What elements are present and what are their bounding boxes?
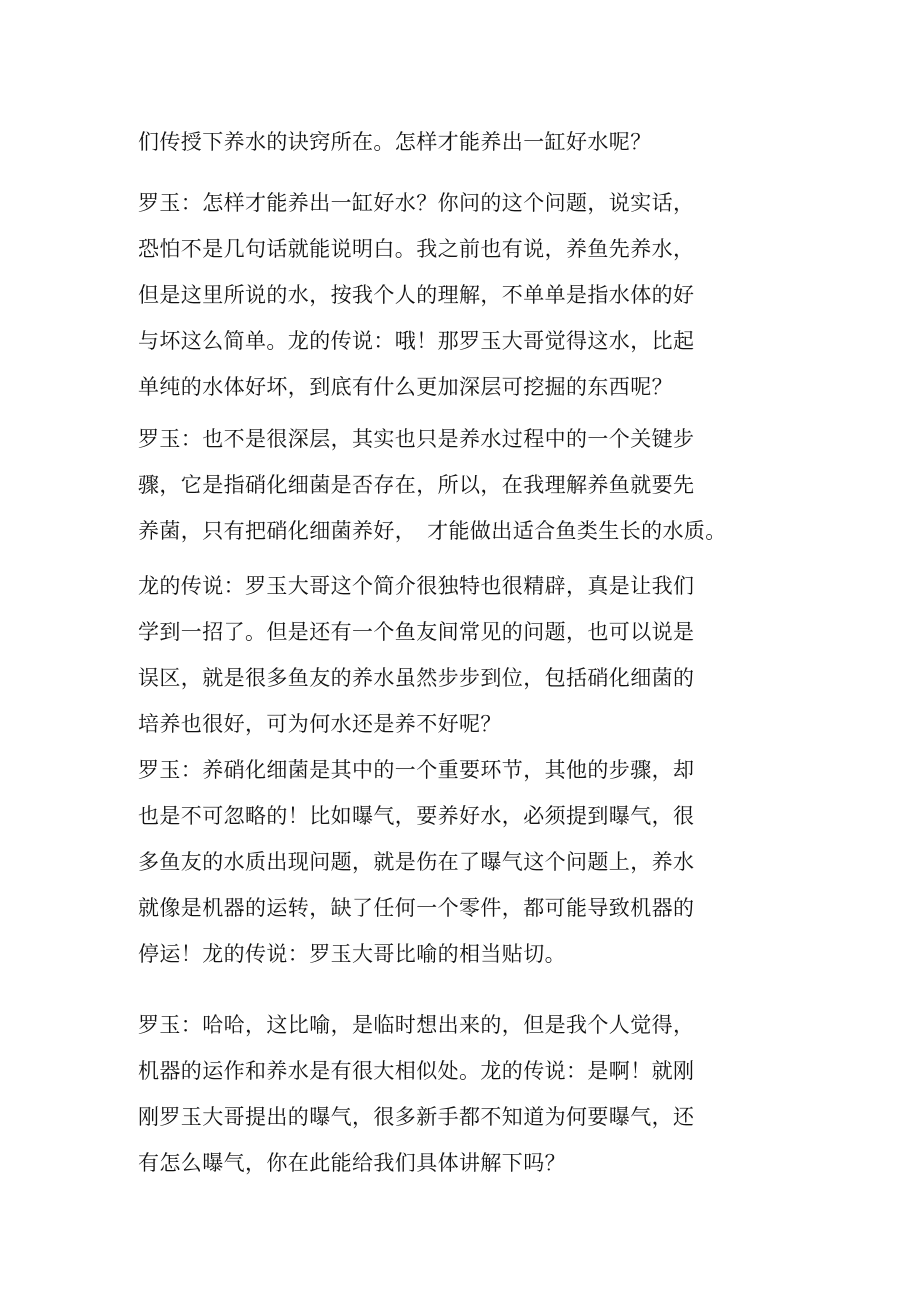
text-line: 学到一招了。但是还有一个鱼友间常见的问题，也可以说是 (138, 620, 695, 644)
text-line: 但是这里所说的水，按我个人的理解，不单单是指水体的好 (138, 283, 695, 307)
text-line: 养菌，只有把硝化细菌养好， 才能做出适合鱼类生长的水质。 (138, 519, 727, 543)
text-line: 停运！龙的传说：罗玉大哥比喻的相当贴切。 (138, 942, 566, 966)
text-line: 罗玉：哈哈，这比喻，是临时想出来的，但是我个人觉得， (138, 1013, 695, 1037)
text-line: 恐怕不是几句话就能说明白。我之前也有说，养鱼先养水， (138, 237, 695, 261)
paragraph-2 (138, 180, 778, 410)
text-line: 与坏这么简单。龙的传说：哦！那罗玉大哥觉得这水，比起 (138, 329, 695, 353)
text-line: 刚罗玉大哥提出的曝气，很多新手都不知道为何要曝气，还 (138, 1105, 695, 1129)
text-line: 培养也很好，可为何水还是养不好呢？ (138, 712, 502, 736)
paragraph-3 (138, 416, 778, 554)
paragraph-1 (138, 119, 778, 165)
paragraph-6 (138, 1002, 778, 1186)
text-line: 就像是机器的运转，缺了任何一个零件，都可能导致机器的 (138, 896, 695, 920)
text-line: 们传授下养水的诀窍所在。怎样才能养出一缸好水呢？ (138, 130, 652, 154)
text-line: 误区，就是很多鱼友的养水虽然步步到位，包括硝化细菌的 (138, 666, 695, 690)
text-line: 罗玉：也不是很深层，其实也只是养水过程中的一个关键步 (138, 427, 695, 451)
text-line: 多鱼友的水质出现问题，就是伤在了曝气这个问题上，养水 (138, 850, 695, 874)
text-line: 机器的运作和养水是有很大相似处。龙的传说：是啊！就刚 (138, 1059, 695, 1083)
text-line: 有怎么曝气，你在此能给我们具体讲解下吗？ (138, 1151, 566, 1175)
text-line: 单纯的水体好坏，到底有什么更加深层可挖掘的东西呢？ (138, 375, 673, 399)
text-line: 罗玉：怎样才能养出一缸好水？你问的这个问题，说实话， (138, 191, 695, 215)
text-line: 也是不可忽略的！比如曝气，要养好水，必须提到曝气，很 (138, 804, 695, 828)
paragraph-4 (138, 563, 778, 747)
text-line: 罗玉：养硝化细菌是其中的一个重要环节，其他的步骤，却 (138, 758, 695, 782)
text-line: 骤，它是指硝化细菌是否存在，所以，在我理解养鱼就要先 (138, 473, 695, 497)
text-line: 龙的传说：罗玉大哥这个简介很独特也很精辟，真是让我们 (138, 574, 695, 598)
paragraph-5 (138, 747, 778, 977)
